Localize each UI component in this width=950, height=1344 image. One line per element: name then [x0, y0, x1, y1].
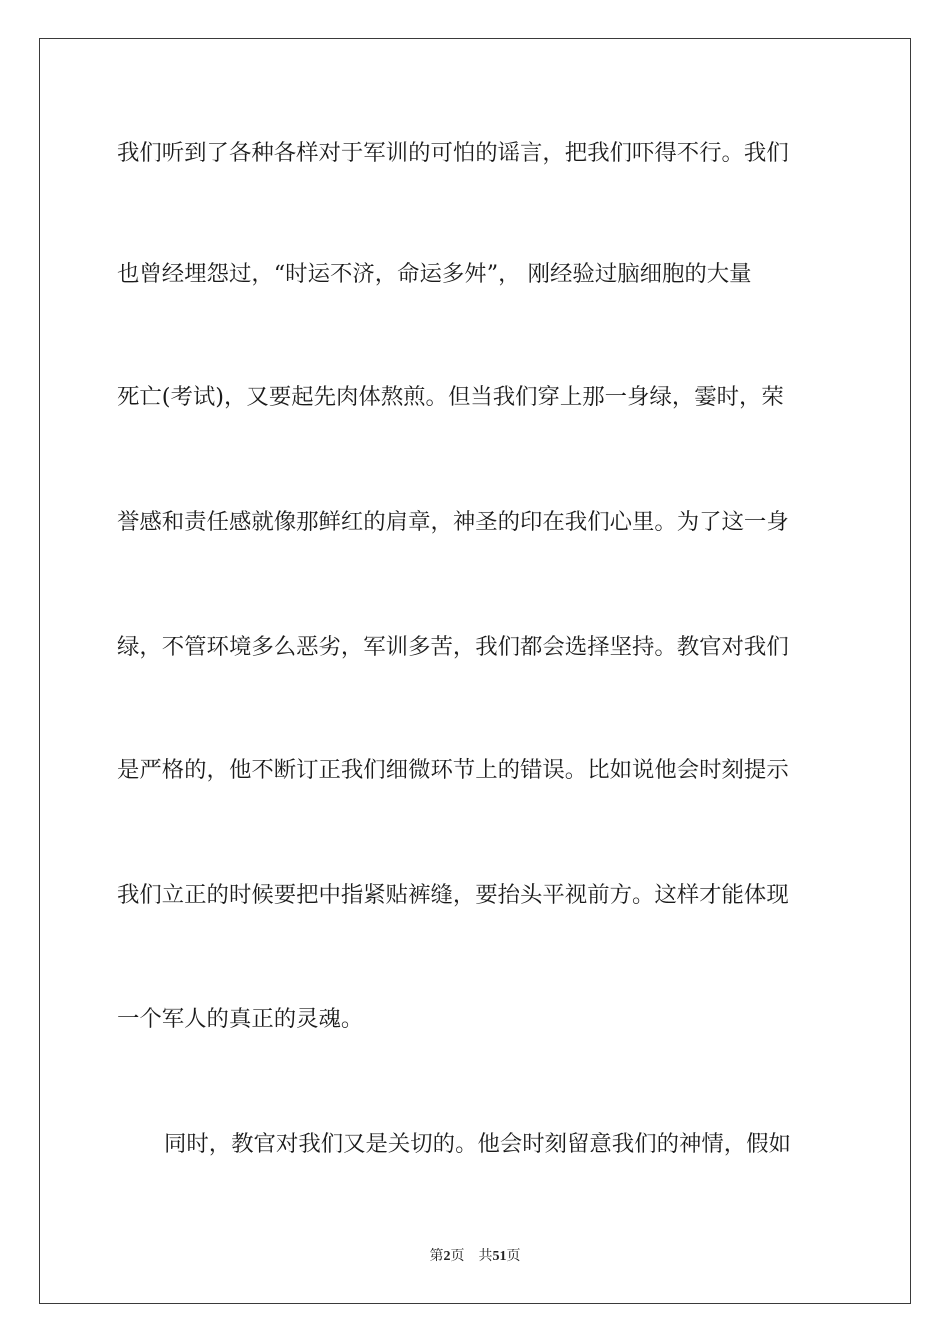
text-line: 我们听到了各种各样对于军训的可怕的谣言，把我们吓得不行。我们 — [117, 140, 789, 166]
page-number-label: 第2页 — [429, 1248, 465, 1264]
text-line: 死亡(考试)，又要起先肉体熬煎。但当我们穿上那一身绿，霎时，荣 — [117, 384, 784, 410]
total-pages-label: 共51页 — [478, 1248, 521, 1264]
text-line: 也曾经埋怨过，“时运不济，命运多舛”， 刚经验过脑细胞的大量 — [117, 261, 752, 287]
page-border — [39, 38, 911, 1304]
text-line: 我们立正的时候要把中指紧贴裤缝，要抬头平视前方。这样才能体现 — [117, 882, 789, 908]
text-line: 绿，不管环境多么恶劣，军训多苦，我们都会选择坚持。教官对我们 — [117, 634, 789, 660]
total-page-count: 51 — [492, 1249, 507, 1264]
text-line: 是严格的，他不断订正我们细微环节上的错误。比如说他会时刻提示 — [117, 757, 789, 783]
paragraph-first-line: 同时，教官对我们又是关切的。他会时刻留意我们的神情，假如 — [164, 1131, 791, 1157]
page-footer — [0, 1246, 950, 1267]
text-line: 誉感和责任感就像那鲜红的肩章，神圣的印在我们心里。为了这一身 — [117, 509, 789, 535]
current-page-number: 2 — [443, 1249, 451, 1264]
text-line: 一个军人的真正的灵魂。 — [117, 1006, 364, 1032]
